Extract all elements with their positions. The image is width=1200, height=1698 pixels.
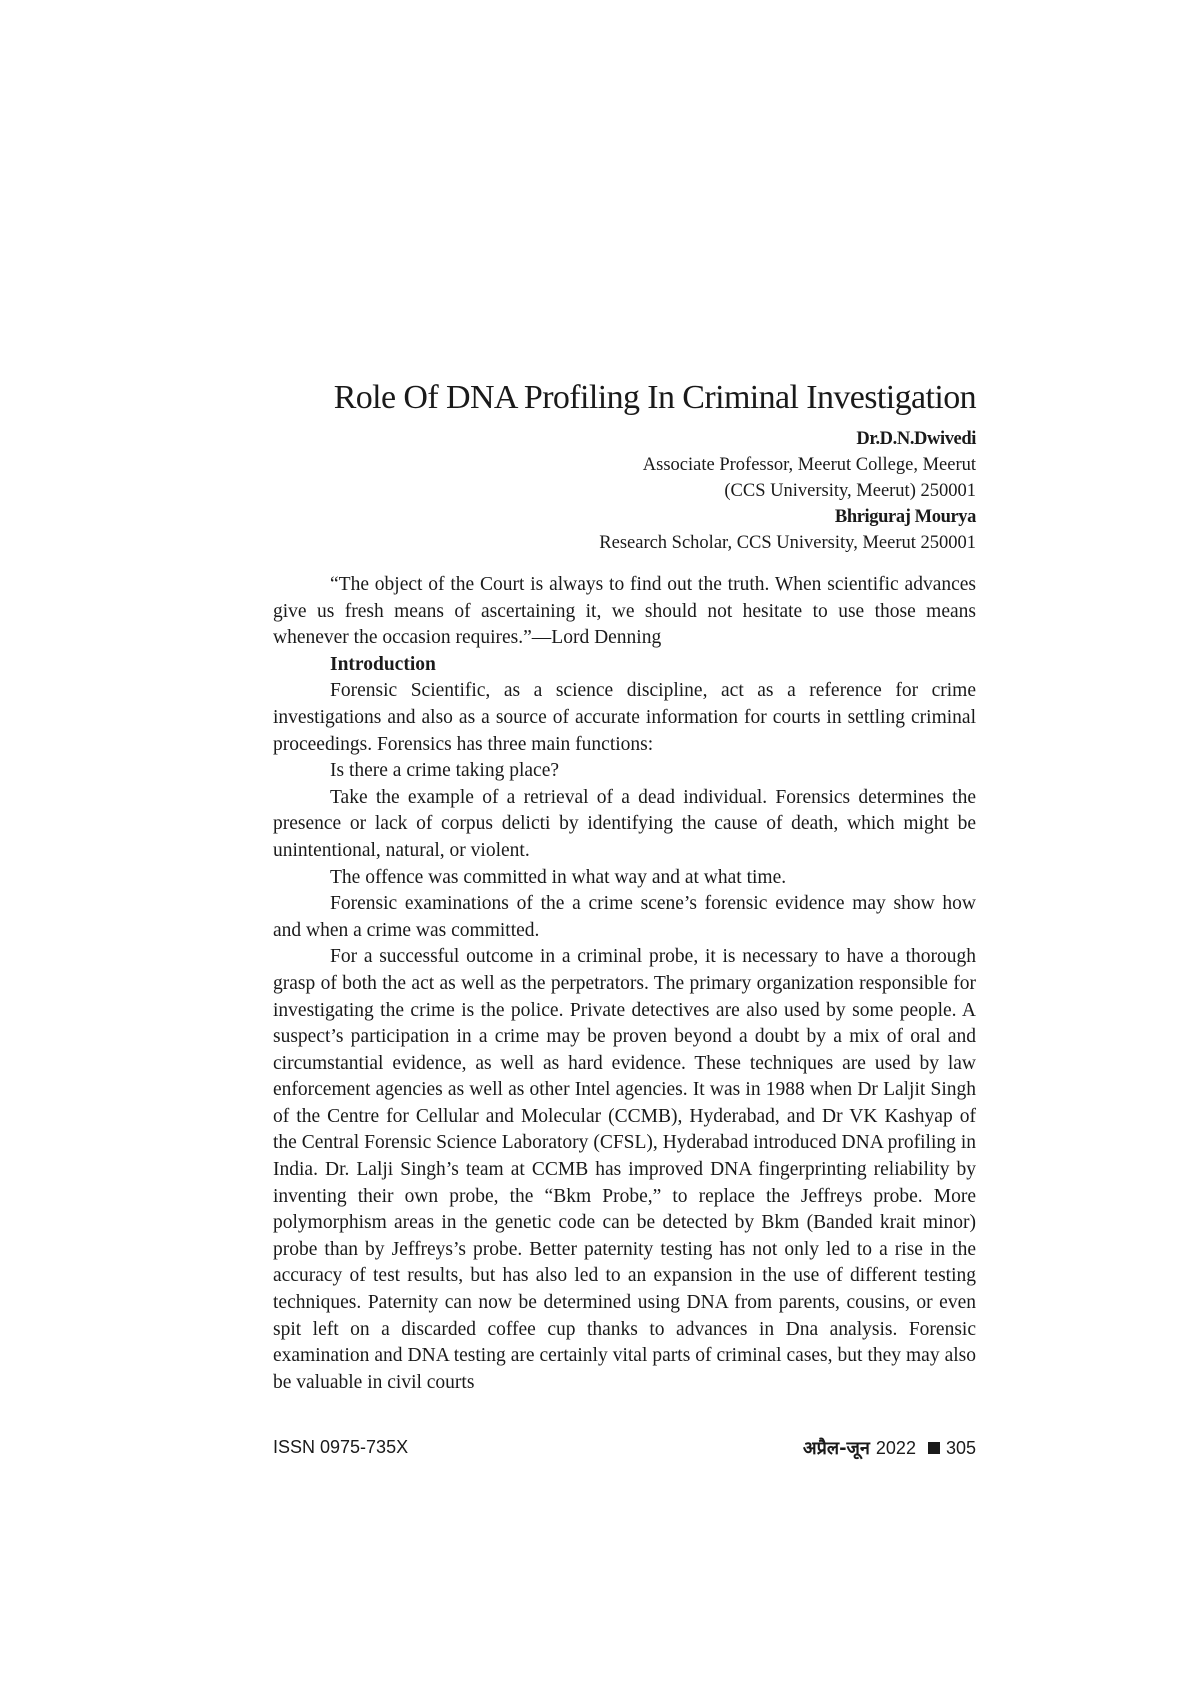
square-bullet-icon: [928, 1442, 940, 1454]
footer-issue-info: [803, 1436, 976, 1460]
section-heading: Introduction: [330, 653, 436, 675]
article-title: Role Of DNA Profiling In Criminal Investigation: [333, 379, 976, 416]
paragraph: Forensic examinations of the a crime scene’s forensic evidence may show how and when a crime was committed.: [273, 893, 976, 941]
author-1-affiliation-line-2: (CCS University, Meerut) 250001: [724, 481, 976, 501]
footer-issn: ISSN 0975-735X: [273, 1437, 409, 1457]
paragraph: For a successful outcome in a criminal probe, it is necessary to have a thorough grasp of both the act as well as the perpetrators. The primary organization responsible for investigating the crime is the police. Private detectives are also used by some people. A suspect’s participation in a crime may be proven beyond a doubt by a mix of oral and circumstantial evidence, as well as hard evidence. These techniques are used by law enforcement agencies as well as other Intel agencies. It was in 1988 when Dr Laljit Singh of the Centre for Cellular and Molecular (CCMB), Hyderabad, and Dr VK Kashyap of the Central Forensic Science Laboratory (CFSL), Hyderabad introduced DNA profiling in India. Dr. Lalji Singh’s team at CCMB has improved DNA fingerprinting reliability by inventing their own probe, the “Bkm Probe,” to replace the Jeffreys probe. More polymorphism areas in the genetic code can be detected by Bkm (Banded krait minor) probe than by Jeffreys’s probe. Better paternity testing has not only led to a rise in the accuracy of test results, but has also led to an expansion in the use of different testing techniques. Paternity can now be determined using DNA from parents, cousins, or even spit left on a discarded coffee cup thanks to advances in Dna analysis. Forensic examination and DNA testing are certainly vital parts of criminal cases, but they may also be valuable in civil courts: [273, 946, 976, 1393]
paragraph: Forensic Scientific, as a science discipline, act as a reference for crime investigations and also as a source of accurate information for courts in settling criminal proceedings. Forensics has three main functions:: [273, 680, 976, 755]
author-1-affiliation-line-1: Associate Professor, Meerut College, Meerut: [642, 455, 976, 475]
author-2-affiliation-line-1: Research Scholar, CCS University, Meerut 250001: [599, 533, 976, 553]
paragraph: The offence was committed in what way and at what time.: [330, 866, 787, 888]
article-body: [273, 572, 976, 1396]
epigraph-quote: “The object of the Court is always to find out the truth. When scientific advances give us fresh means of ascertaining it, we should not hesitate to use those means whenever the occasion requires.”—Lord Denning: [273, 574, 976, 649]
author-name-1: Dr.D.N.Dwivedi: [856, 429, 976, 449]
author-name-2: Bhriguraj Mourya: [834, 507, 976, 527]
paragraph: Is there a crime taking place?: [330, 760, 560, 782]
paragraph: Take the example of a retrieval of a dead individual. Forensics determines the presence or lack of corpus delicti by identifying the cause of death, which might be unintentional, natural, or violent.: [273, 786, 976, 861]
footer-page-number: 305: [945, 1437, 976, 1458]
footer-issue-months: अप्रैल-जून: [802, 1438, 870, 1459]
footer-year: 2022: [875, 1437, 916, 1458]
author-block: [420, 426, 976, 556]
